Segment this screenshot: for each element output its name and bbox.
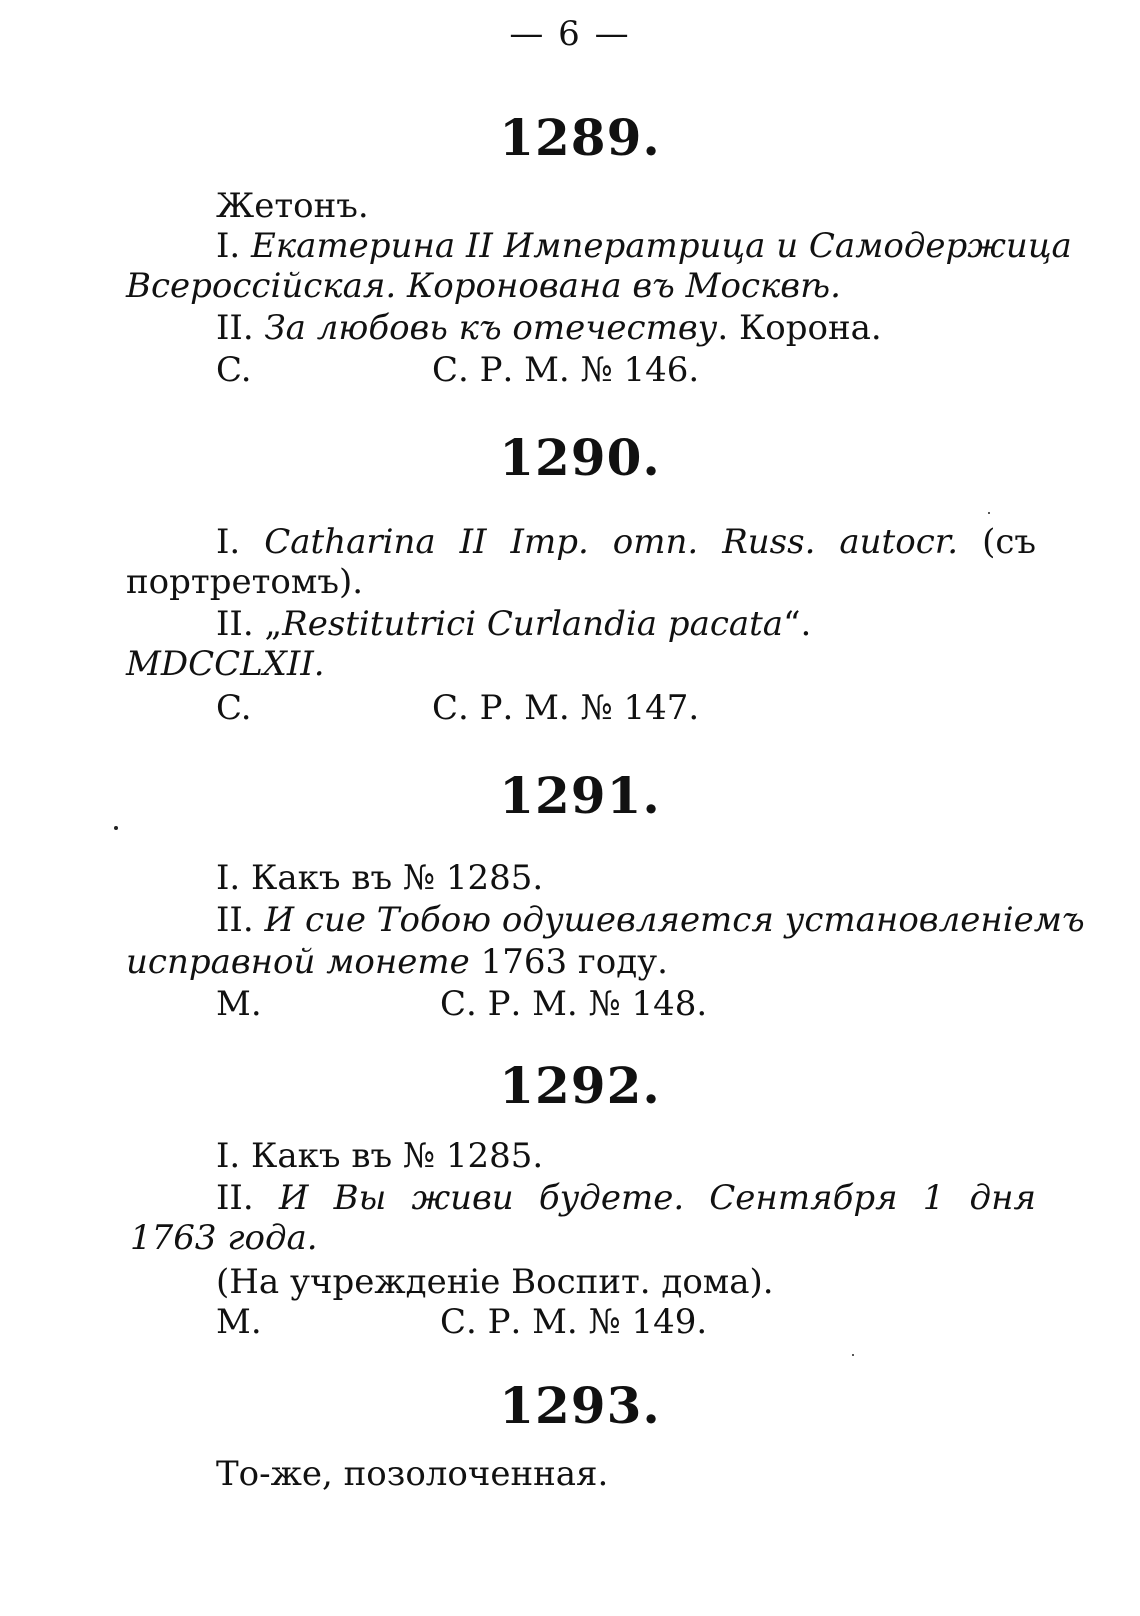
metal-label: C. [216,688,252,728]
entry-line: портретомъ). [126,562,364,602]
entry-line: То-же, позолоченная. [216,1454,609,1494]
print-speck [988,512,990,514]
metal-label: C. [216,350,252,390]
entry-line: исправной монете 1763 году. [126,942,668,982]
entry-line: MDCCLXII. [126,644,325,684]
entry-line: I. Какъ въ № 1285. [216,858,544,898]
print-speck [114,826,118,830]
entry-line: Жетонъ. [216,186,369,226]
entry-line: II. За любовь къ отечеству. Корона. [216,308,882,348]
entry-line: I. Какъ въ № 1285. [216,1136,544,1176]
entry-line: I. Catharina II Imp. omn. Russ. autocr. (съ [216,522,1037,562]
entry-number: 1293. [499,1376,661,1435]
catalog-reference: С. Р. М. № 148. [440,984,708,1024]
entry-line: II. И Вы живи будете. Сентября 1 дня [216,1178,1036,1218]
catalog-reference: С. Р. М. № 147. [432,688,700,728]
page-number: — 6 — [509,14,631,54]
entry-line: II. И сие Тобою одушевляется установленіемъ [216,900,1085,940]
metal-label: M. [216,1302,262,1342]
entry-number: 1289. [499,108,661,167]
entry-line: 1763 года. [130,1218,318,1258]
entry-line: (На учрежденіе Воспит. дома). [216,1262,774,1302]
catalog-reference: С. Р. М. № 149. [440,1302,708,1342]
entry-line: Всероссійская. Коронована въ Москвѣ. [126,266,841,306]
entry-number: 1290. [499,428,661,487]
entry-line: I. Екатерина II Императрица и Самодержица [216,226,1072,266]
catalog-reference: С. Р. М. № 146. [432,350,700,390]
entry-number: 1291. [499,766,661,825]
entry-number: 1292. [499,1056,661,1115]
metal-label: M. [216,984,262,1024]
print-speck [852,1354,854,1356]
entry-line: II. „Restitutrici Curlandia pacata“. [216,604,812,644]
